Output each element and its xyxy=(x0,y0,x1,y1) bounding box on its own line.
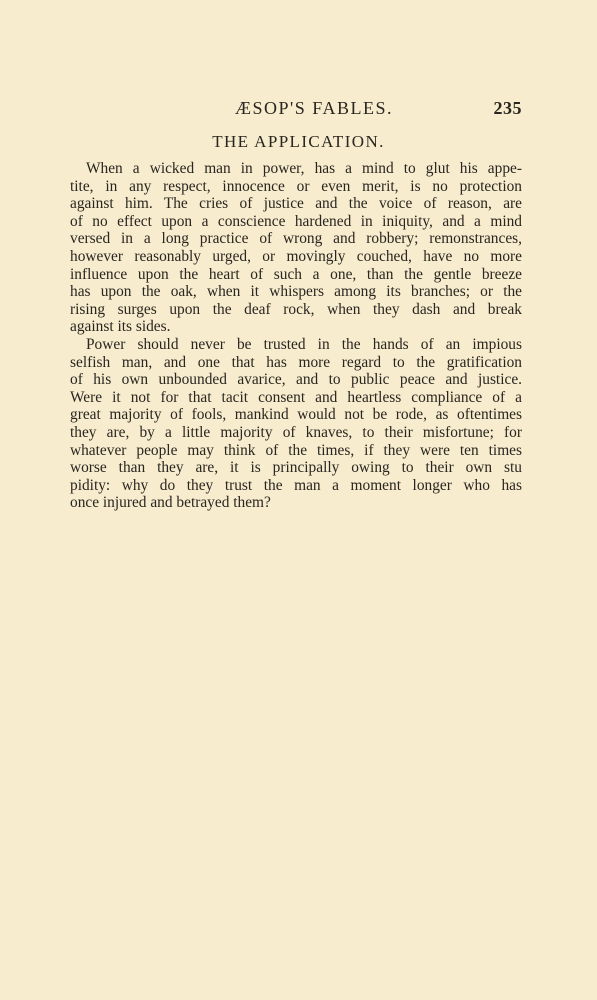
text-line: selfish man, and one that has more regard to the gratification xyxy=(70,353,522,371)
text-line: great majority of fools, mankind would not be rode, as oftentimes xyxy=(70,406,522,424)
text-line: once injured and betrayed them? xyxy=(70,494,271,512)
text-line: of his own unbounded avarice, and to public peace and justice. xyxy=(70,371,522,389)
text-line: Were it not for that tacit consent and heartless compliance of a xyxy=(70,388,522,406)
text-line: against its sides. xyxy=(70,318,171,336)
paragraph-1 xyxy=(70,160,522,336)
page-number: 235 xyxy=(493,98,522,118)
text-line: worse than they are, it is principally owing to their own stu xyxy=(70,459,522,477)
text-line: Power should never be trusted in the hands of an impious xyxy=(86,335,522,353)
text-line: influence upon the heart of such a one, than the gentle breeze xyxy=(70,265,522,283)
text-line: versed in a long practice of wrong and robbery; remonstrances, xyxy=(70,230,522,248)
text-line: of no effect upon a conscience hardened in iniquity, and a mind xyxy=(70,212,522,230)
paragraph-2 xyxy=(70,336,522,512)
text-line: pidity: why do they trust the man a moment longer who has xyxy=(70,476,522,494)
running-title: ÆSOP'S FABLES. xyxy=(235,98,393,118)
section-heading: THE APPLICATION. xyxy=(212,132,385,151)
text-line: rising surges upon the deaf rock, when they dash and break xyxy=(70,300,522,318)
body-text xyxy=(70,160,522,512)
text-line: whatever people may think of the times, if they were ten times xyxy=(70,441,522,459)
text-line: When a wicked man in power, has a mind to glut his appe- xyxy=(86,160,522,177)
text-line: however reasonably urged, or movingly couched, have no more xyxy=(70,247,522,265)
running-head xyxy=(70,98,522,124)
text-line: against him. The cries of justice and the voice of reason, are xyxy=(70,195,522,213)
text-line: tite, in any respect, innocence or even merit, is no protection xyxy=(70,177,522,195)
text-line: they are, by a little majority of knaves, to their misfortune; for xyxy=(70,423,522,441)
text-line: has upon the oak, when it whispers among its branches; or the xyxy=(70,283,522,301)
